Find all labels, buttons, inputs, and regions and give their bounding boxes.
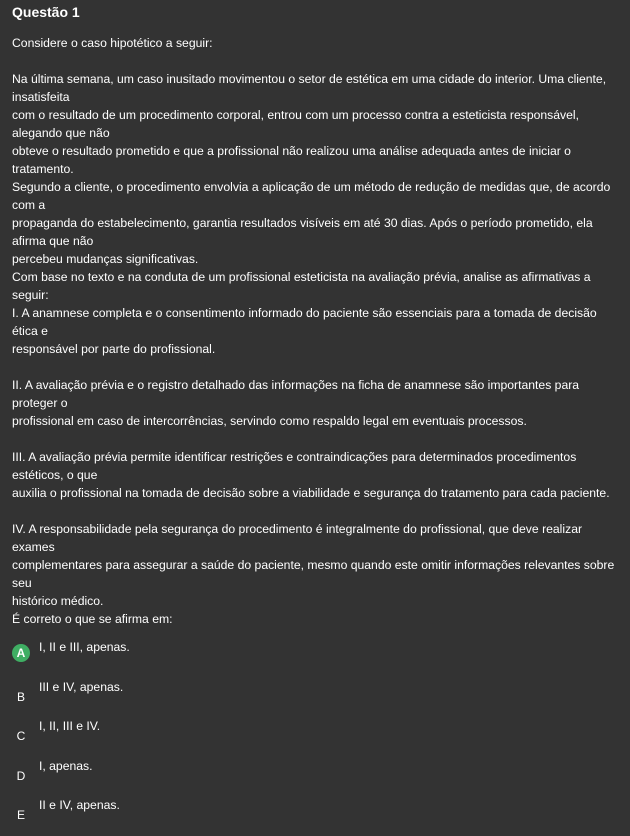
question-container — [12, 3, 624, 836]
option-d[interactable] — [12, 757, 624, 797]
option-e-letter[interactable]: E — [16, 808, 25, 822]
question-title: Questão 1 — [12, 4, 80, 20]
option-b[interactable] — [12, 678, 624, 718]
case-line: com o resultado de um procedimento corporal, entrou com um processo contra a esteticista responsável, alegando que não — [12, 108, 579, 140]
option-a-letter-badge[interactable]: A — [12, 644, 30, 662]
statement-2-line: profissional em caso de intercorrências, servindo como respaldo legal em eventuais processos. — [12, 414, 527, 428]
case-line: Segundo a cliente, o procedimento envolvia a aplicação de um método de redução de medidas que, de acordo com a — [12, 180, 611, 212]
case-line: obteve o resultado prometido e que a profissional não realizou uma análise adequada antes de iniciar o tratamento. — [12, 144, 571, 176]
case-line: percebeu mudanças significativas. — [12, 252, 199, 266]
option-c-letter[interactable]: C — [16, 729, 26, 743]
option-b-letter[interactable]: B — [16, 689, 25, 704]
statement-1-line: responsável por parte do profissional. — [12, 342, 216, 356]
statement-3-line: auxilia o profissional na tomada de decisão sobre a viabilidade e segurança do tratamento para cada paciente. — [12, 486, 610, 500]
option-a-text[interactable]: I, II e III, apenas. — [39, 640, 130, 654]
case-line: propaganda do estabelecimento, garantia resultados visíveis em até 30 dias. Após o período prometido, ela afirma que não — [12, 216, 593, 248]
question-intro: Considere o caso hipotético a seguir: — [12, 36, 213, 50]
option-e[interactable] — [12, 796, 624, 836]
option-c[interactable] — [12, 717, 624, 757]
statement-3 — [12, 448, 624, 502]
answer-options — [12, 638, 624, 836]
statement-4-line: histórico médico. — [12, 594, 104, 608]
option-d-text[interactable]: I, apenas. — [39, 758, 93, 773]
option-c-text[interactable]: I, II, III e IV. — [39, 719, 101, 733]
case-line: Com base no texto e na conduta de um profissional esteticista na avaliação prévia, analise as afirmativas a seguir: — [12, 270, 591, 302]
option-b-text[interactable]: III e IV, apenas. — [39, 679, 124, 694]
option-a[interactable] — [12, 638, 624, 678]
question-prompt: É correto o que se afirma em: — [12, 612, 173, 626]
option-d-letter[interactable]: D — [16, 768, 26, 783]
statement-4 — [12, 520, 624, 628]
statement-4-line: IV. A responsabilidade pela segurança do procedimento é integralmente do profissional, que deve realizar exames — [12, 522, 583, 554]
statement-3-line: III. A avaliação prévia permite identificar restrições e contraindicações para determinados procedimentos estéticos, o que — [12, 450, 577, 482]
statement-4-line: complementares para assegurar a saúde do paciente, mesmo quando este omitir informações relevantes sobre seu — [12, 558, 615, 590]
statement-1-line: I. A anamnese completa e o consentimento informado do paciente são essenciais para a tomada de decisão ética e — [12, 306, 597, 338]
statement-2 — [12, 376, 624, 430]
statement-2-line: II. A avaliação prévia e o registro detalhado das informações na ficha de anamnese são importantes para proteger o — [12, 378, 580, 410]
case-text — [12, 70, 624, 358]
option-e-text[interactable]: II e IV, apenas. — [39, 798, 120, 812]
case-line: Na última semana, um caso inusitado movimentou o setor de estética em uma cidade do interior. Uma cliente, insatisfeita — [12, 72, 607, 104]
